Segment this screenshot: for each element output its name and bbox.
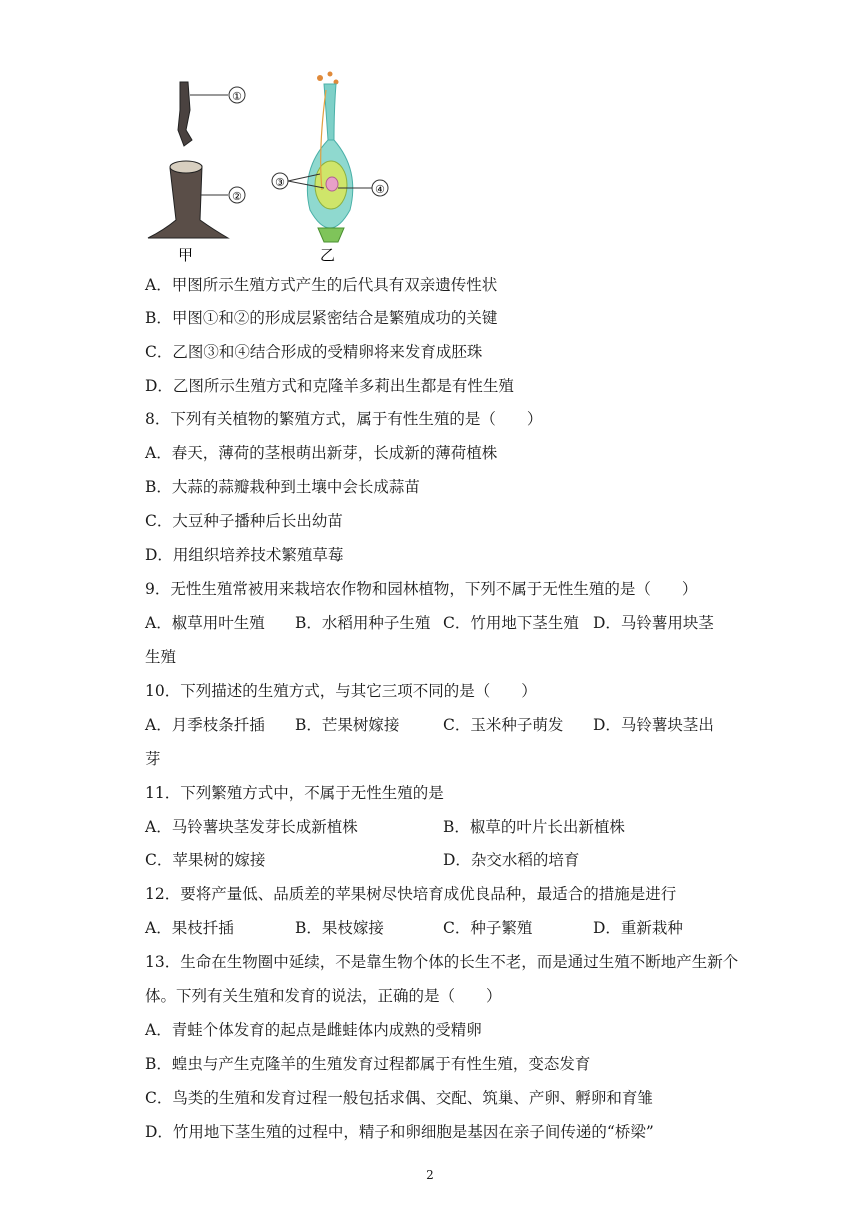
receptacle: [318, 228, 344, 242]
marker-1: ①: [232, 90, 242, 103]
q10-option-d: D．马铃薯块茎出: [593, 716, 714, 734]
marker-3: ③: [275, 176, 285, 189]
q12-option-d: D．重新栽种: [593, 919, 683, 937]
q13-stem: 13．生命在生物圈中延续，不是靠生物个体的长生不老，而是通过生殖不断地产生新个: [145, 953, 739, 971]
q9-option-c: C．竹用地下茎生殖: [443, 614, 579, 632]
q13-option-b: B．蝗虫与产生克隆羊的生殖发育过程都属于有性生殖，变态发育: [145, 1055, 591, 1073]
marker-2: ②: [232, 190, 242, 203]
q9-option-a: A．椒草用叶生殖: [145, 614, 265, 632]
q10-option-d-cont: 芽: [145, 750, 161, 768]
q7-option-a: A．甲图所示生殖方式产生的后代具有双亲遗传性状: [145, 276, 498, 294]
q8-stem: 8．下列有关植物的繁殖方式，属于有性生殖的是（ ）: [145, 410, 543, 428]
q8-option-d: D．用组织培养技术繁殖草莓: [145, 546, 344, 564]
q13-stem-cont: 体。下列有关生殖和发育的说法，正确的是（ ）: [145, 987, 502, 1005]
label-jia: 甲: [178, 246, 194, 264]
q9-stem: 9．无性生殖常被用来栽培农作物和园林植物，下列不属于无性生殖的是（ ）: [145, 580, 698, 598]
page-number: 2: [426, 1168, 434, 1182]
q10-option-b: B．芒果树嫁接: [295, 716, 400, 734]
q11-option-d: D．杂交水稻的培育: [443, 851, 580, 869]
q9-option-d: D．马铃薯用块茎: [593, 614, 714, 632]
q13-option-d: D．竹用地下茎生殖的过程中，精子和卵细胞是基因在亲子间传递的“桥梁”: [145, 1123, 654, 1141]
egg-cell: [326, 177, 338, 191]
q11-option-b: B．椒草的叶片长出新植株: [443, 818, 625, 836]
q12-option-b: B．果枝嫁接: [295, 919, 384, 937]
q9-option-b: B．水稻用种子生殖: [295, 614, 431, 632]
q12-stem: 12．要将产量低、品质差的苹果树尽快培育成优良品种，最适合的措施是进行: [145, 885, 677, 903]
q11-option-c: C．苹果树的嫁接: [145, 851, 266, 869]
scion-twig: [178, 82, 192, 146]
q7-option-b: B．甲图①和②的形成层紧密结合是繁殖成功的关键: [145, 309, 498, 327]
q10-option-c: C．玉米种子萌发: [443, 716, 564, 734]
marker-4: ④: [375, 183, 385, 196]
q12-option-a: A．果枝扦插: [145, 919, 234, 937]
q7-option-c: C．乙图③和④结合形成的受精卵将来发育成胚珠: [145, 343, 483, 361]
q11-stem: 11．下列繁殖方式中，不属于无性生殖的是: [145, 784, 444, 802]
q8-option-c: C．大豆种子播种后长出幼苗: [145, 512, 343, 530]
label-yi: 乙: [320, 246, 336, 264]
q13-option-a: A．青蛙个体发育的起点是雌蛙体内成熟的受精卵: [145, 1021, 482, 1039]
q8-option-a: A．春天，薄荷的茎根萌出新芽，长成新的薄荷植株: [145, 444, 498, 462]
q12-option-c: C．种子繁殖: [443, 919, 533, 937]
stock-trunk: [148, 162, 228, 238]
q7-option-d: D．乙图所示生殖方式和克隆羊多莉出生都是有性生殖: [145, 377, 514, 395]
q10-option-a: A．月季枝条扦插: [145, 716, 265, 734]
q11-option-a: A．马铃薯块茎发芽长成新植株: [145, 818, 358, 836]
q10-stem: 10．下列描述的生殖方式，与其它三项不同的是（ ）: [145, 682, 537, 700]
stock-cut-surface: [170, 161, 202, 173]
q13-option-c: C．鸟类的生殖和发育过程一般包括求偶、交配、筑巢、产卵、孵卵和育雏: [145, 1089, 653, 1107]
figure-jia-yi: [140, 70, 400, 270]
q9-option-d-cont: 生殖: [145, 648, 177, 666]
q8-option-b: B．大蒜的蒜瓣栽种到土壤中会长成蒜苗: [145, 478, 420, 496]
